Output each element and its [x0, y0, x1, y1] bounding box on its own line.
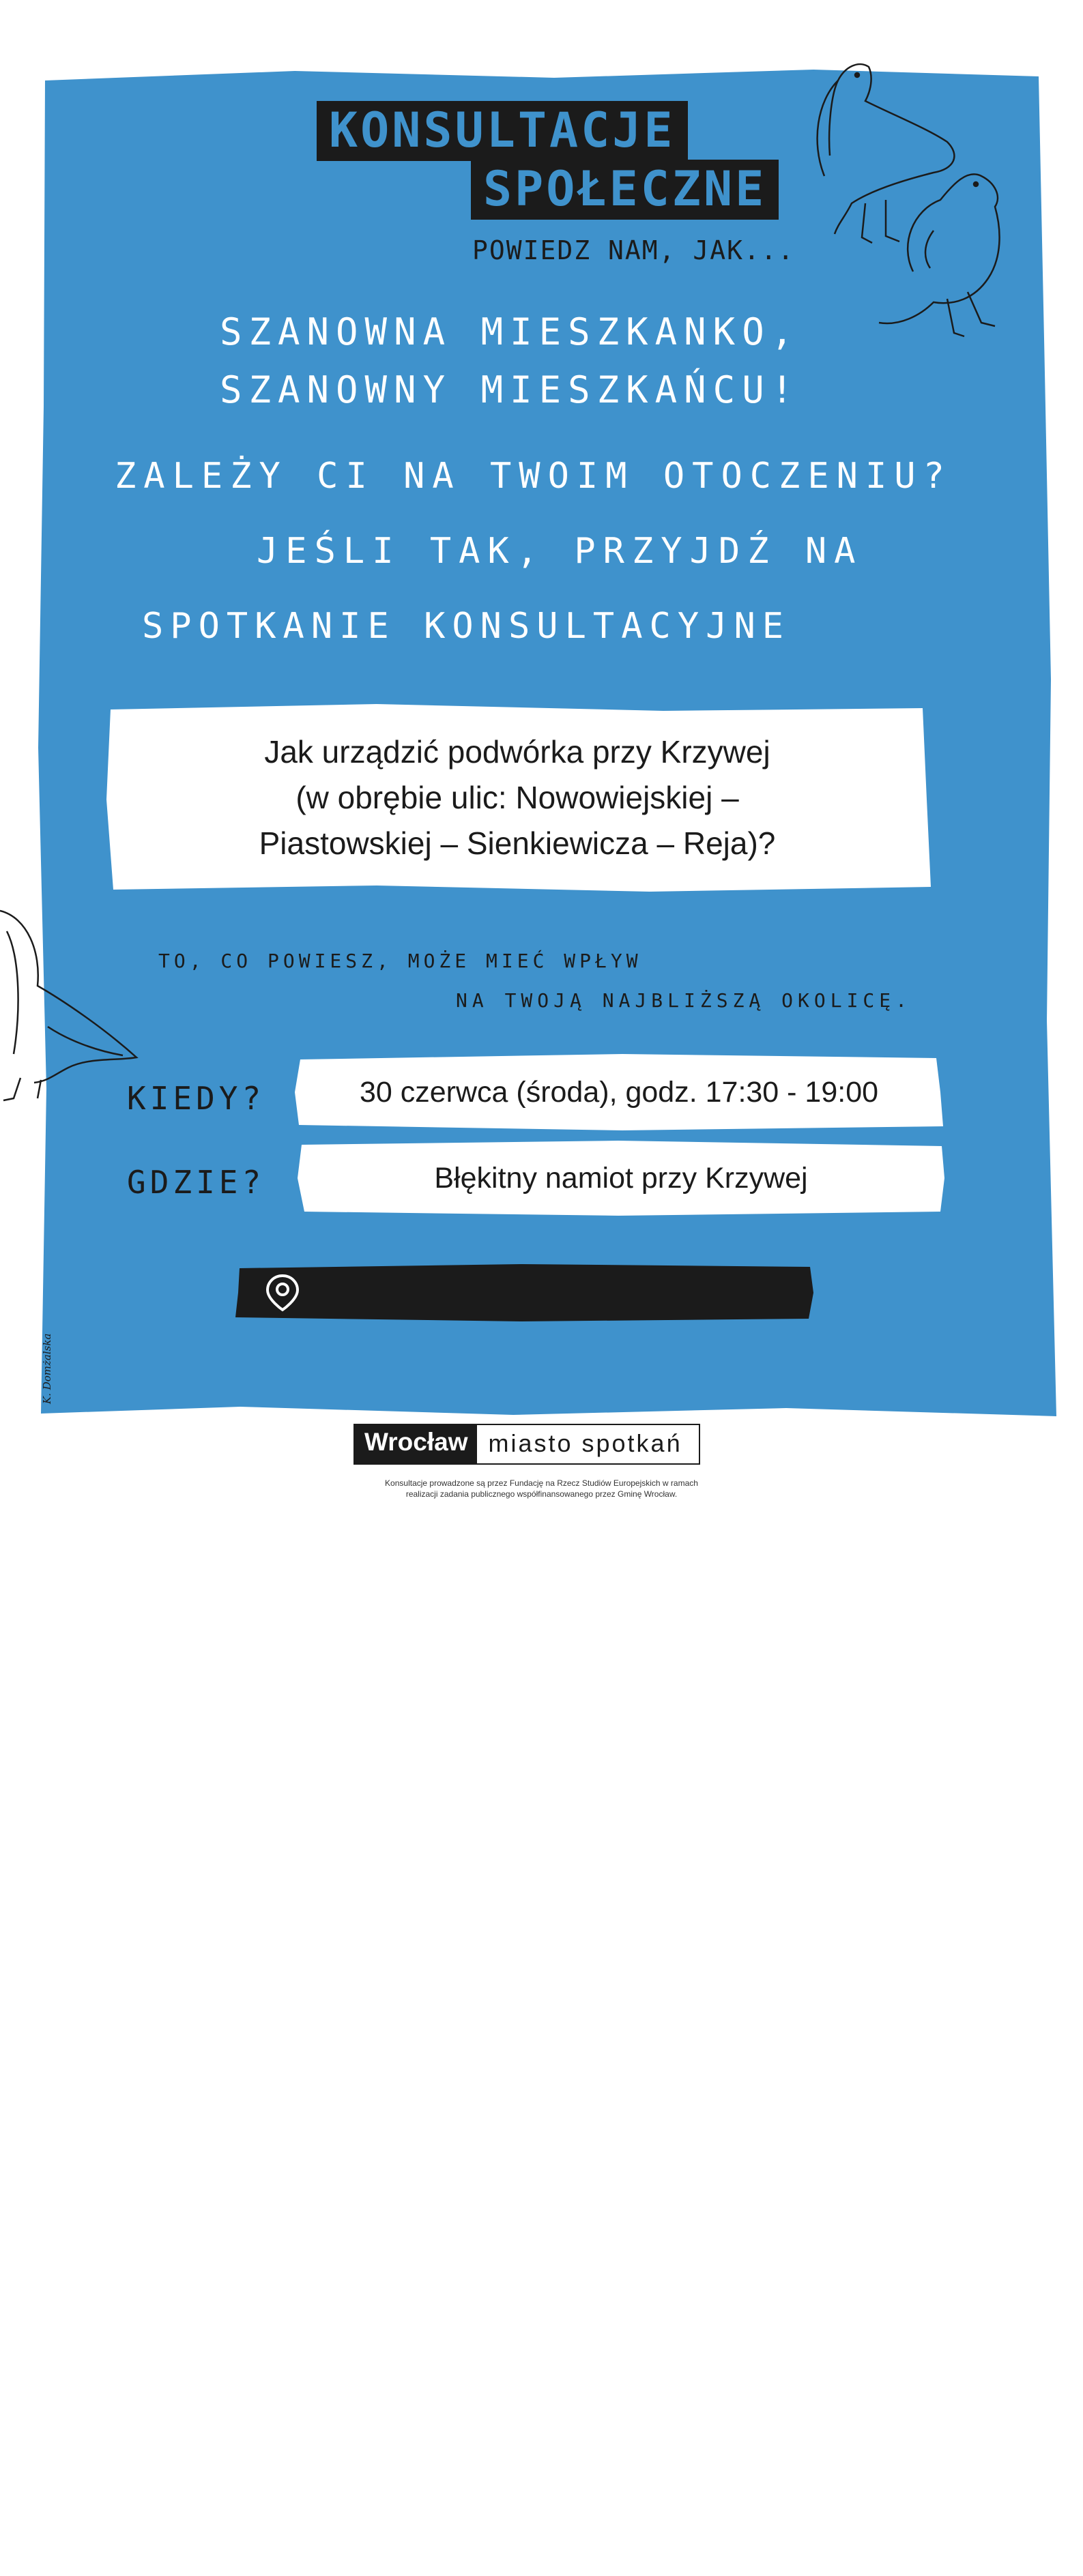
question-line-2: (w obrębie ulic: Nowowiejskiej – — [295, 780, 739, 815]
when-value: 30 czerwca (środa), godz. 17:30 - 19:00 — [359, 1075, 879, 1109]
when-label: KIEDY? — [127, 1080, 265, 1117]
where-label: GDZIE? — [127, 1164, 265, 1201]
website-url: www.wroclaw.pl/rozmawia — [313, 2541, 777, 2576]
logo-line-2: SPOŁECZNE — [471, 160, 779, 220]
where-card — [298, 1141, 944, 1216]
footer-note-line-2: realizacji zadania publicznego współfinansowanego przez Gminę Wrocław. — [405, 1489, 678, 1499]
impact-line-2: NA TWOJĄ NAJBLIŻSZĄ OKOLICĘ. — [456, 989, 912, 1012]
footer-note — [273, 1478, 810, 1499]
intro-line-3: SPOTKANIE KONSULTACYJNE — [142, 606, 791, 647]
footer-city: Wrocław — [355, 1425, 477, 1463]
question-text — [104, 704, 931, 892]
pigeon-left-illustration — [0, 904, 157, 1102]
question-line-1: Jak urządzić podwórka przy Krzywej — [264, 734, 770, 770]
logo-tagline: POWIEDZ NAM, JAK... — [472, 235, 795, 265]
wroclaw-logo — [353, 1424, 700, 1465]
intro-line-2: JEŚLI TAK, PRZYJDŹ NA — [257, 531, 863, 572]
artist-signature: K. Domżalska — [41, 1333, 53, 1404]
impact-line-1: TO, CO POWIESZ, MOŻE MIEĆ WPŁYW — [158, 950, 642, 972]
question-card — [104, 704, 931, 892]
intro-line-1: ZALEŻY CI NA TWOIM OTOCZENIU? — [115, 456, 952, 497]
consultation-logo — [317, 101, 767, 220]
footer-note-line-1: Konsultacje prowadzone są przez Fundację na Rzecz Studiów Europejskich w ramach — [385, 1478, 698, 1488]
greeting-line-1: SZANOWNA MIESZKANKO, — [220, 310, 800, 353]
question-line-3: Piastowskiej – Sienkiewicza – Reja)? — [259, 825, 776, 861]
when-card — [295, 1054, 943, 1130]
where-value: Błękitny namiot przy Krzywej — [434, 1161, 808, 1195]
pigeons-illustration — [797, 53, 1015, 347]
logo-line-1: KONSULTACJE — [317, 101, 688, 161]
greeting-line-2: SZANOWNY MIESZKAŃCU! — [220, 368, 800, 411]
footer-motto: miasto spotkań — [488, 1429, 682, 1457]
